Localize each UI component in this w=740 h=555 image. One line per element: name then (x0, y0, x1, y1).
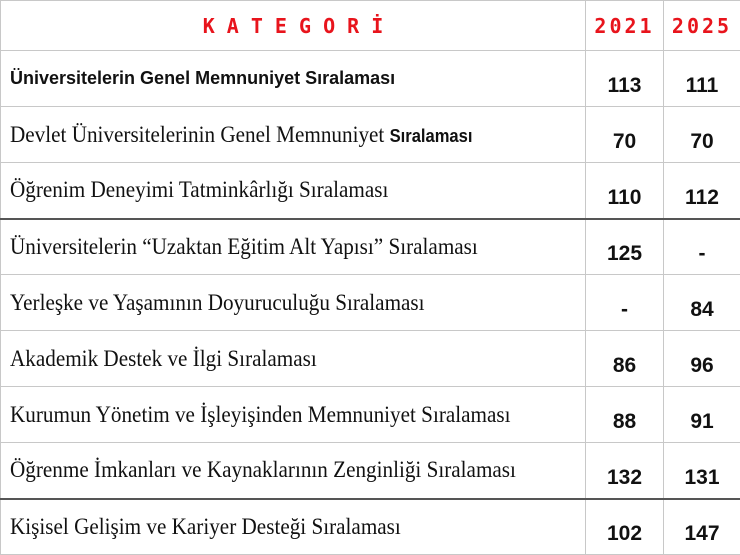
category-cell (1, 219, 586, 275)
header-row (1, 1, 740, 51)
category-text: Akademik Destek ve İlgi Sıralaması (10, 345, 317, 371)
value-2025-cell: 131 (664, 443, 740, 499)
value-2021-cell: 86 (586, 331, 664, 387)
value-2021-cell: 132 (586, 443, 664, 499)
category-cell (1, 163, 586, 219)
category-cell (1, 51, 586, 107)
category-cell (1, 387, 586, 443)
value-2025-cell: 91 (664, 387, 740, 443)
value-2025-cell: 147 (664, 499, 740, 555)
category-text: Kurumun Yönetim ve İşleyişinden Memnuniyet Sıralaması (10, 401, 511, 427)
category-text-main: Devlet Üniversitelerinin Genel Memnuniyet (10, 121, 390, 147)
category-text: Öğrenme İmkanları ve Kaynaklarının Zenginliği Sıralaması (10, 457, 516, 483)
value-2021-cell: 88 (586, 387, 664, 443)
category-text: Üniversitelerin “Uzaktan Eğitim Alt Yapısı” Sıralaması (10, 233, 478, 259)
category-text (10, 122, 472, 148)
value-2021-cell: - (586, 275, 664, 331)
value-2021-cell: 102 (586, 499, 664, 555)
category-text-tail: Sıralaması (389, 125, 473, 146)
value-2025-cell: - (664, 219, 740, 275)
category-cell (1, 107, 586, 163)
table-row (1, 331, 740, 387)
category-text: Yerleşke ve Yaşamının Doyuruculuğu Sıralaması (10, 289, 425, 315)
category-cell (1, 275, 586, 331)
category-cell (1, 331, 586, 387)
value-2025-cell: 84 (664, 275, 740, 331)
table-row (1, 163, 740, 219)
table-row (1, 275, 740, 331)
table-row (1, 107, 740, 163)
value-2021-cell: 70 (586, 107, 664, 163)
category-cell (1, 443, 586, 499)
table-row (1, 51, 740, 107)
value-2021-cell: 110 (586, 163, 664, 219)
table-row (1, 443, 740, 499)
value-2025-cell: 111 (664, 51, 740, 107)
category-text: Öğrenim Deneyimi Tatminkârlığı Sıralaması (10, 177, 389, 203)
table-row (1, 387, 740, 443)
year-2025-header: 2025 (664, 1, 740, 51)
category-text: Üniversitelerin Genel Memnuniyet Sıralaması (10, 68, 396, 88)
category-text: Kişisel Gelişim ve Kariyer Desteği Sıralaması (10, 513, 401, 539)
category-header: K A T E G O R İ (1, 1, 586, 51)
value-2025-cell: 70 (664, 107, 740, 163)
value-2025-cell: 96 (664, 331, 740, 387)
category-cell (1, 499, 586, 555)
value-2021-cell: 125 (586, 219, 664, 275)
table-row (1, 219, 740, 275)
value-2021-cell: 113 (586, 51, 664, 107)
year-2021-header: 2021 (586, 1, 664, 51)
table-row (1, 499, 740, 555)
value-2025-cell: 112 (664, 163, 740, 219)
